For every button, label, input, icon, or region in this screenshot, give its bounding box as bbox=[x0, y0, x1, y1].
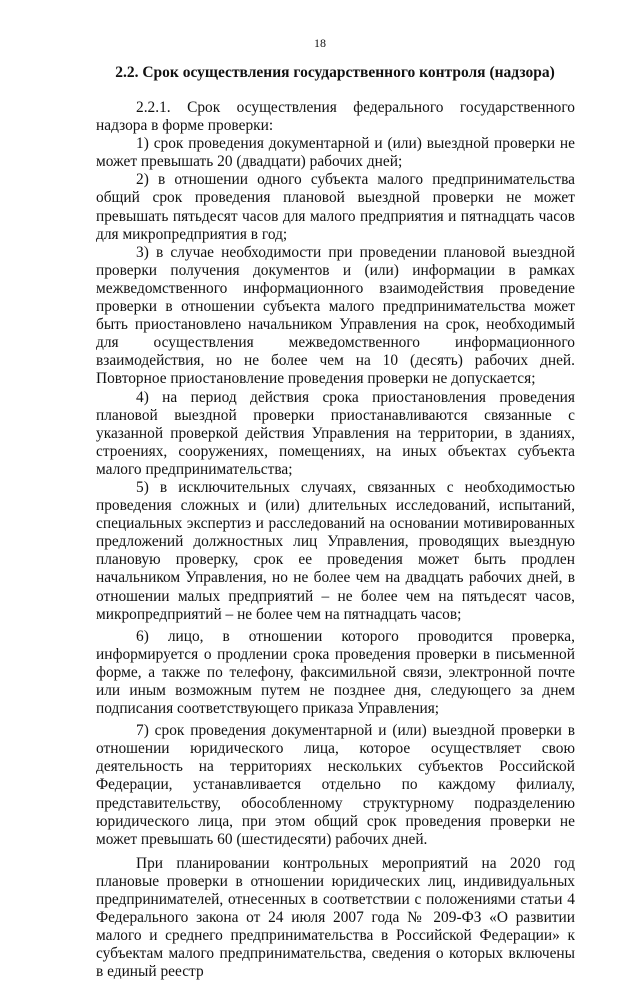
section-heading: 2.2. Срок осуществления государственного контроля (надзора) bbox=[115, 64, 555, 81]
list-item-2: 2) в отношении одного субъекта малого предпринимательства общий срок проведения плановой выездной проверки не может превышать пятьдесят часов для малого предприятия и пятнадцать часов для микропредприятия в год; bbox=[96, 171, 575, 243]
planning-paragraph: При планировании контрольных мероприятий на 2020 год плановые проверки в отношении юридических лиц, индивидуальных предпринимателей, отнесенных в соответствии с положениями статьи 4 Федерального закона от 24 июля 2007 года № 209-ФЗ «О развитии малого и среднего предпринимательства в Российской Федерации» к субъектам малого предпринимательства, сведения о которых включены в единый реестр bbox=[96, 854, 575, 981]
paragraph-2-2-1: 2.2.1. Срок осуществления федерального государственного надзора в форме проверки: bbox=[96, 99, 575, 135]
list-item-1: 1) срок проведения документарной и (или) выездной проверки не может превышать 20 (двадцати) рабочих дней; bbox=[96, 135, 575, 171]
list-item-6: 6) лицо, в отношении которого проводится проверка, информируется о продлении срока проведения проверки в письменной форме, а также по телефону, факсимильной связи, электронной почте или иным возможным путем не позднее дня, следующего за днем подписания соответствующего приказа Управления; bbox=[96, 627, 575, 718]
page-number: 18 bbox=[314, 36, 326, 50]
list-item-5: 5) в исключительных случаях, связанных с необходимостью проведения сложных и (или) длительных исследований, испытаний, специальных экспертиз и расследований на основании мотивированных предложений должностных лиц Управления, проводящих выездную плановую проверку, срок ее проведения может быть продлен начальником Управления, но не более чем на двадцать рабочих дней, в отношении малых предприятий – не более чем на пятьдесят часов, микропредприятий – не более чем на пятнадцать часов; bbox=[96, 478, 575, 623]
list-item-7: 7) срок проведения документарной и (или) выездной проверки в отношении юридического лица, которое осуществляет свою деятельность на территориях нескольких субъектов Российской Федерации, устанавливается отдельно по каждому филиалу, представительству, обособленному структурному подразделению юридического лица, при этом общий срок проведения проверки не может превышать 60 (шестидесяти) рабочих дней. bbox=[96, 722, 575, 848]
list-item-4: 4) на период действия срока приостановления проведения плановой выездной проверки приостанавливаются связанные с указанной проверкой действия Управления на территории, в зданиях, строениях, сооружениях, помещениях, на иных объектах субъекта малого предпринимательства; bbox=[96, 388, 575, 478]
list-item-3: 3) в случае необходимости при проведении плановой выездной проверки получения документов и (или) информации в рамках межведомственного информационного взаимодействия проведение проверки в отношении субъекта малого предпринимательства может быть приостановлено начальником Управления на срок, необходимый для осуществления межведомственного информационного взаимодействия, но не более чем на 10 (десять) рабочих дней. Повторное приостановление проведения проверки не допускается; bbox=[96, 243, 575, 388]
document-body bbox=[96, 99, 575, 982]
